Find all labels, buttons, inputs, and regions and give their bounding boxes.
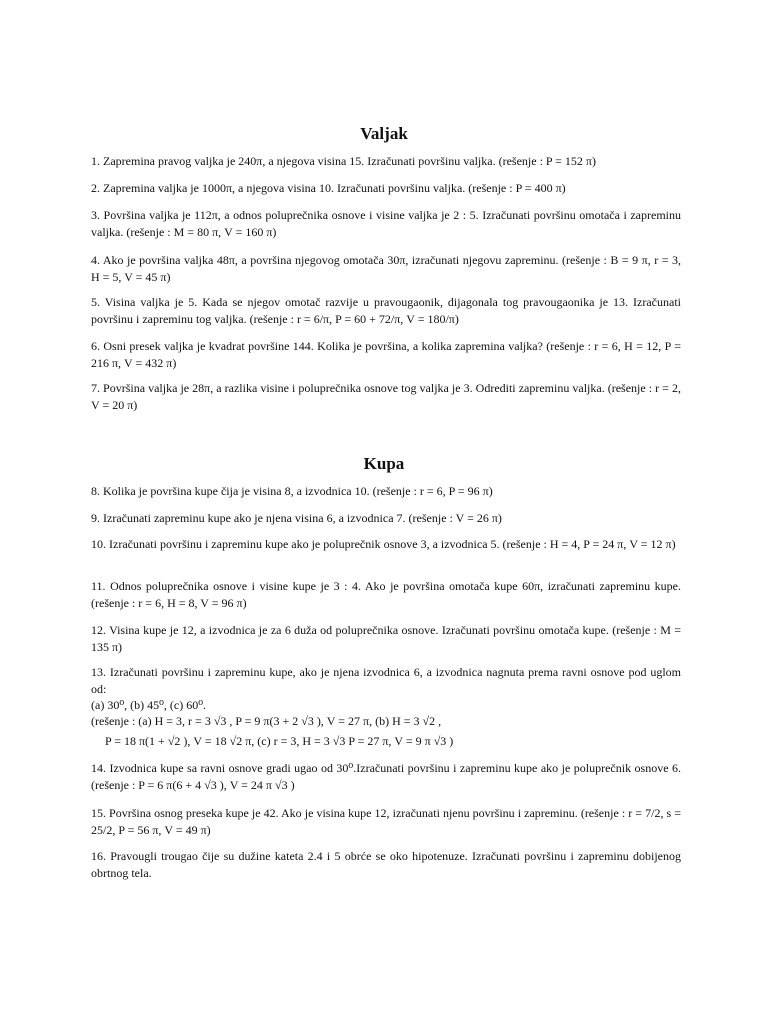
problem-6: 6. Osni presek valjka je kvadrat površine 144. Kolika je površina, a kolika zapremina valjka? (rešenje : r = 6, H = 12, P = 216 π, V = 432 π)	[91, 339, 681, 370]
problem-13: 13. Izračunati površinu i zapreminu kupe, ako je njena izvodnica 6, a izvodnica nagnuta prema ravni osnove pod uglom od:	[91, 665, 681, 696]
problem-15: 15. Površina osnog preseka kupe je 42. Ako je visina kupe 12, izračunati njenu površinu i zapreminu. (rešenje : r = 7/2, s = 25/2, P = 56 π, V = 49 π)	[91, 806, 681, 837]
problem-1: 1. Zapremina pravog valjka je 240π, a njegova visina 15. Izračunati površinu valjka. (rešenje : P = 152 π)	[91, 154, 596, 168]
problem-9: 9. Izračunati zapreminu kupe ako je njena visina 6, a izvodnica 7. (rešenje : V = 26 π)	[91, 511, 502, 525]
problem-16: 16. Pravougli trougao čije su dužine kateta 2.4 i 5 obrće se oko hipotenuze. Izračunati površinu i zapreminu dobijenog obrtnog tela.	[91, 849, 681, 880]
problem-10: 10. Izračunati površinu i zapreminu kupe ako je poluprečnik osnove 3, a izvodnica 5. (rešenje : H = 4, P = 24 π, V = 12 π)	[91, 537, 676, 551]
problem-14: 14. Izvodnica kupe sa ravni osnove gradi ugao od 30⁰.Izračunati površinu i zapreminu kupe ako je poluprečnik osnove 6. (rešenje : P = 6 π(6 + 4 √3 ), V = 24 π √3 )	[91, 761, 681, 792]
problem-8: 8. Kolika je površina kupe čija je visina 8, a izvodnica 10. (rešenje : r = 6, P = 96 π)	[91, 484, 493, 498]
problem-11: 11. Odnos poluprečnika osnove i visine kupe je 3 : 4. Ako je površina omotača kupe 60π, izračunati zapreminu kupe. (rešenje : r = 6, H = 8, V = 96 π)	[91, 579, 681, 610]
problem-13-solution-line-2: P = 18 π(1 + √2 ), V = 18 √2 π, (c) r = 3, H = 3 √3 P = 27 π, V = 9 π √3 )	[105, 734, 454, 748]
problem-12: 12. Visina kupe je 12, a izvodnica je za 6 duža od poluprečnika osnove. Izračunati površinu omotača kupe. (rešenje : M = 135 π)	[91, 623, 681, 654]
problem-5: 5. Visina valjka je 5. Kada se njegov omotač razvije u pravougaonik, dijagonala tog pravougaonika je 13. Izračunati površinu i zapreminu tog valjka. (rešenje : r = 6/π, P = 60 + 72/π, V = 180/π)	[91, 295, 681, 326]
section-title-valjak: Valjak	[360, 124, 408, 143]
problem-2: 2. Zapremina valjka je 1000π, a njegova visina 10. Izračunati površinu valjka. (rešenje : P = 400 π)	[91, 181, 566, 195]
problem-7: 7. Površina valjka je 28π, a razlika visine i poluprečnika osnove tog valjka je 3. Odrediti zapreminu valjka. (rešenje : r = 2, V = 20 π)	[91, 381, 681, 412]
problem-3: 3. Površina valjka je 112π, a odnos poluprečnika osnove i visine valjka je 2 : 5. Izračunati površinu omotača i zapreminu valjka. (rešenje : M = 80 π, V = 160 π)	[91, 208, 681, 239]
problem-4: 4. Ako je površina valjka 48π, a površina njegovog omotača 30π, izračunati njegovu zapreminu. (rešenje : B = 9 π, r = 3, H = 5, V = 45 π)	[91, 253, 681, 284]
problem-13-solution-line-1: (rešenje : (a) H = 3, r = 3 √3 , P = 9 π(3 + 2 √3 ), V = 27 π, (b) H = 3 √2 ,	[91, 714, 442, 728]
section-title-kupa: Kupa	[363, 454, 405, 473]
problem-13-angles: (a) 30⁰, (b) 45⁰, (c) 60⁰.	[91, 698, 207, 712]
